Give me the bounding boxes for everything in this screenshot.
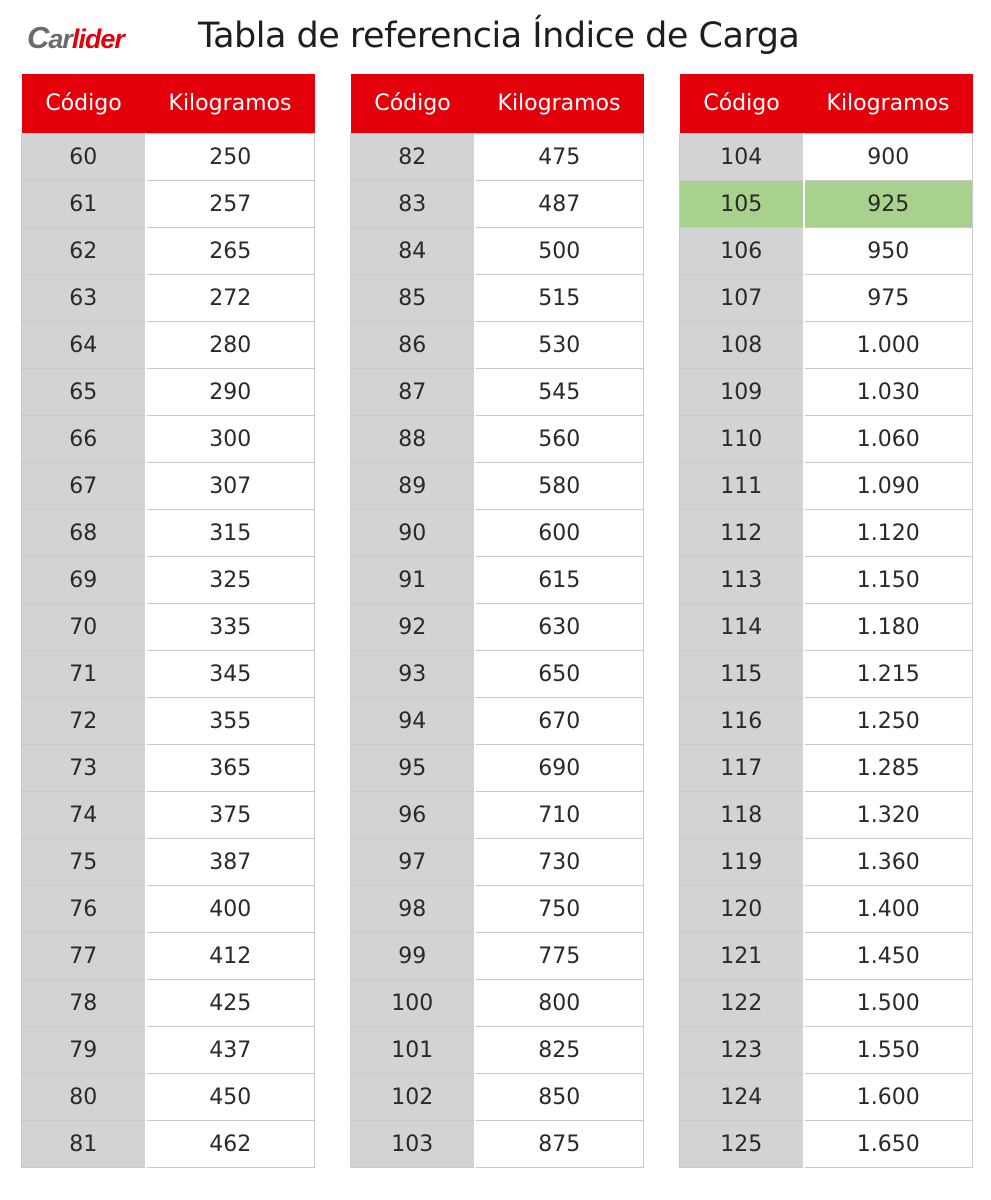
kilograms-cell: 975	[804, 275, 973, 322]
kilograms-cell: 750	[475, 886, 644, 933]
load-code-cell: 116	[680, 698, 804, 745]
kilograms-cell: 272	[146, 275, 315, 322]
load-code-cell: 105	[680, 181, 804, 228]
load-code-cell: 103	[351, 1121, 475, 1168]
kilograms-cell: 775	[475, 933, 644, 980]
table-row	[680, 651, 973, 698]
kilograms-cell: 580	[475, 463, 644, 510]
carlider-logo	[27, 18, 127, 58]
column-header-kilograms: Kilogramos	[804, 74, 973, 134]
kilograms-cell: 250	[146, 134, 315, 181]
load-code-cell: 88	[351, 416, 475, 463]
table-row	[680, 134, 973, 181]
load-code-cell: 93	[351, 651, 475, 698]
kilograms-cell: 1.250	[804, 698, 973, 745]
table-row	[351, 933, 644, 980]
column-header-code: Código	[351, 74, 475, 134]
kilograms-cell: 315	[146, 510, 315, 557]
kilograms-cell: 545	[475, 369, 644, 416]
kilograms-cell: 690	[475, 745, 644, 792]
load-code-cell: 84	[351, 228, 475, 275]
table-row	[22, 416, 315, 463]
load-code-cell: 92	[351, 604, 475, 651]
load-code-cell: 71	[22, 651, 146, 698]
table-row	[351, 228, 644, 275]
table-row	[680, 839, 973, 886]
kilograms-cell: 307	[146, 463, 315, 510]
table-row	[680, 980, 973, 1027]
load-index-tables	[0, 74, 991, 1178]
load-code-cell: 67	[22, 463, 146, 510]
table-row	[351, 181, 644, 228]
load-code-cell: 95	[351, 745, 475, 792]
table-row	[680, 463, 973, 510]
table-row	[680, 557, 973, 604]
kilograms-cell: 462	[146, 1121, 315, 1168]
load-code-cell: 62	[22, 228, 146, 275]
kilograms-cell: 1.650	[804, 1121, 973, 1168]
kilograms-cell: 355	[146, 698, 315, 745]
kilograms-cell: 1.285	[804, 745, 973, 792]
page-header	[0, 0, 991, 72]
load-code-cell: 125	[680, 1121, 804, 1168]
kilograms-cell: 1.030	[804, 369, 973, 416]
table-row	[351, 745, 644, 792]
table-row	[680, 510, 973, 557]
kilograms-cell: 500	[475, 228, 644, 275]
kilograms-cell: 800	[475, 980, 644, 1027]
kilograms-cell: 325	[146, 557, 315, 604]
table-row	[351, 886, 644, 933]
table-row	[351, 792, 644, 839]
table-row	[351, 651, 644, 698]
table-row	[22, 1074, 315, 1121]
table-row	[22, 604, 315, 651]
table-row	[22, 933, 315, 980]
load-code-cell: 117	[680, 745, 804, 792]
load-code-cell: 104	[680, 134, 804, 181]
load-code-cell: 90	[351, 510, 475, 557]
kilograms-cell: 425	[146, 980, 315, 1027]
load-code-cell: 97	[351, 839, 475, 886]
table-row	[680, 275, 973, 322]
table-row	[22, 510, 315, 557]
kilograms-cell: 825	[475, 1027, 644, 1074]
kilograms-cell: 1.320	[804, 792, 973, 839]
column-header-kilograms: Kilogramos	[146, 74, 315, 134]
load-code-cell: 108	[680, 322, 804, 369]
load-code-cell: 68	[22, 510, 146, 557]
load-code-cell: 66	[22, 416, 146, 463]
kilograms-cell: 290	[146, 369, 315, 416]
table-row	[680, 1027, 973, 1074]
kilograms-cell: 280	[146, 322, 315, 369]
load-code-cell: 75	[22, 839, 146, 886]
load-code-cell: 106	[680, 228, 804, 275]
table-body	[351, 134, 644, 1168]
kilograms-cell: 850	[475, 1074, 644, 1121]
load-code-cell: 81	[22, 1121, 146, 1168]
table-row	[351, 1121, 644, 1168]
load-code-cell: 119	[680, 839, 804, 886]
table-row	[680, 322, 973, 369]
load-index-table-1	[21, 74, 315, 1168]
load-code-cell: 64	[22, 322, 146, 369]
table-row	[22, 1121, 315, 1168]
table-row	[351, 416, 644, 463]
table-row	[22, 134, 315, 181]
table-row	[680, 604, 973, 651]
table-row-highlighted	[680, 181, 973, 228]
table-row	[351, 980, 644, 1027]
table-row	[680, 933, 973, 980]
load-code-cell: 98	[351, 886, 475, 933]
load-code-cell: 109	[680, 369, 804, 416]
kilograms-cell: 1.120	[804, 510, 973, 557]
kilograms-cell: 1.550	[804, 1027, 973, 1074]
column-header-kilograms: Kilogramos	[475, 74, 644, 134]
table-row	[22, 651, 315, 698]
load-code-cell: 74	[22, 792, 146, 839]
load-code-cell: 76	[22, 886, 146, 933]
load-code-cell: 114	[680, 604, 804, 651]
load-code-cell: 110	[680, 416, 804, 463]
kilograms-cell: 1.600	[804, 1074, 973, 1121]
table-row	[680, 228, 973, 275]
kilograms-cell: 600	[475, 510, 644, 557]
kilograms-cell: 1.150	[804, 557, 973, 604]
kilograms-cell: 345	[146, 651, 315, 698]
kilograms-cell: 950	[804, 228, 973, 275]
table-row	[680, 1121, 973, 1168]
load-code-cell: 78	[22, 980, 146, 1027]
column-header-code: Código	[680, 74, 804, 134]
kilograms-cell: 900	[804, 134, 973, 181]
load-code-cell: 99	[351, 933, 475, 980]
load-code-cell: 83	[351, 181, 475, 228]
load-code-cell: 122	[680, 980, 804, 1027]
column-header-code: Código	[22, 74, 146, 134]
kilograms-cell: 1.060	[804, 416, 973, 463]
load-code-cell: 72	[22, 698, 146, 745]
table-header-row	[22, 74, 315, 134]
kilograms-cell: 450	[146, 1074, 315, 1121]
load-code-cell: 100	[351, 980, 475, 1027]
kilograms-cell: 710	[475, 792, 644, 839]
load-code-cell: 63	[22, 275, 146, 322]
kilograms-cell: 650	[475, 651, 644, 698]
load-code-cell: 118	[680, 792, 804, 839]
table-row	[22, 463, 315, 510]
load-code-cell: 112	[680, 510, 804, 557]
kilograms-cell: 730	[475, 839, 644, 886]
table-row	[351, 463, 644, 510]
kilograms-cell: 487	[475, 181, 644, 228]
table-row	[351, 698, 644, 745]
table-row	[22, 792, 315, 839]
kilograms-cell: 1.090	[804, 463, 973, 510]
table-row	[22, 839, 315, 886]
table-row	[22, 181, 315, 228]
load-code-cell: 89	[351, 463, 475, 510]
kilograms-cell: 335	[146, 604, 315, 651]
table-row	[22, 557, 315, 604]
kilograms-cell: 437	[146, 1027, 315, 1074]
load-code-cell: 70	[22, 604, 146, 651]
kilograms-cell: 1.400	[804, 886, 973, 933]
load-index-table-3	[679, 74, 973, 1168]
kilograms-cell: 1.500	[804, 980, 973, 1027]
table-row	[351, 369, 644, 416]
table-row	[22, 369, 315, 416]
table-row	[22, 886, 315, 933]
kilograms-cell: 560	[475, 416, 644, 463]
table-row	[680, 369, 973, 416]
kilograms-cell: 1.360	[804, 839, 973, 886]
kilograms-cell: 1.180	[804, 604, 973, 651]
load-code-cell: 91	[351, 557, 475, 604]
load-code-cell: 87	[351, 369, 475, 416]
table-row	[351, 604, 644, 651]
load-code-cell: 85	[351, 275, 475, 322]
table-row	[680, 1074, 973, 1121]
load-code-cell: 111	[680, 463, 804, 510]
table-row	[22, 1027, 315, 1074]
load-code-cell: 65	[22, 369, 146, 416]
load-code-cell: 102	[351, 1074, 475, 1121]
load-code-cell: 96	[351, 792, 475, 839]
kilograms-cell: 670	[475, 698, 644, 745]
table-row	[351, 1074, 644, 1121]
kilograms-cell: 630	[475, 604, 644, 651]
load-code-cell: 80	[22, 1074, 146, 1121]
table-row	[22, 228, 315, 275]
load-code-cell: 107	[680, 275, 804, 322]
table-row	[351, 1027, 644, 1074]
load-code-cell: 61	[22, 181, 146, 228]
table-row	[351, 322, 644, 369]
table-row	[22, 322, 315, 369]
load-code-cell: 60	[22, 134, 146, 181]
kilograms-cell: 365	[146, 745, 315, 792]
load-code-cell: 82	[351, 134, 475, 181]
kilograms-cell: 400	[146, 886, 315, 933]
table-row	[22, 275, 315, 322]
table-body	[22, 134, 315, 1168]
kilograms-cell: 875	[475, 1121, 644, 1168]
table-row	[22, 745, 315, 792]
kilograms-cell: 1.000	[804, 322, 973, 369]
kilograms-cell: 375	[146, 792, 315, 839]
table-row	[680, 745, 973, 792]
kilograms-cell: 515	[475, 275, 644, 322]
load-code-cell: 79	[22, 1027, 146, 1074]
table-row	[680, 886, 973, 933]
table-row	[351, 134, 644, 181]
kilograms-cell: 530	[475, 322, 644, 369]
page-title: Tabla de referencia Índice de Carga	[198, 16, 800, 56]
load-code-cell: 121	[680, 933, 804, 980]
table-body	[680, 134, 973, 1168]
load-code-cell: 113	[680, 557, 804, 604]
load-code-cell: 73	[22, 745, 146, 792]
table-row	[351, 510, 644, 557]
load-code-cell: 115	[680, 651, 804, 698]
logo-letter-c: C	[27, 20, 49, 55]
kilograms-cell: 1.450	[804, 933, 973, 980]
logo-text-ar: ar	[48, 24, 72, 54]
table-row	[680, 416, 973, 463]
kilograms-cell: 412	[146, 933, 315, 980]
table-row	[351, 275, 644, 322]
load-code-cell: 69	[22, 557, 146, 604]
kilograms-cell: 475	[475, 134, 644, 181]
load-code-cell: 86	[351, 322, 475, 369]
load-code-cell: 77	[22, 933, 146, 980]
load-code-cell: 94	[351, 698, 475, 745]
table-row	[351, 839, 644, 886]
kilograms-cell: 925	[804, 181, 973, 228]
load-index-table-2	[350, 74, 644, 1168]
kilograms-cell: 1.215	[804, 651, 973, 698]
kilograms-cell: 615	[475, 557, 644, 604]
load-code-cell: 120	[680, 886, 804, 933]
table-header-row	[351, 74, 644, 134]
kilograms-cell: 265	[146, 228, 315, 275]
table-row	[351, 557, 644, 604]
table-row	[22, 980, 315, 1027]
kilograms-cell: 257	[146, 181, 315, 228]
kilograms-cell: 300	[146, 416, 315, 463]
table-row	[22, 698, 315, 745]
load-code-cell: 123	[680, 1027, 804, 1074]
table-header-row	[680, 74, 973, 134]
load-code-cell: 101	[351, 1027, 475, 1074]
kilograms-cell: 387	[146, 839, 315, 886]
table-row	[680, 698, 973, 745]
load-code-cell: 124	[680, 1074, 804, 1121]
logo-text-lider: lider	[71, 24, 124, 54]
table-row	[680, 792, 973, 839]
